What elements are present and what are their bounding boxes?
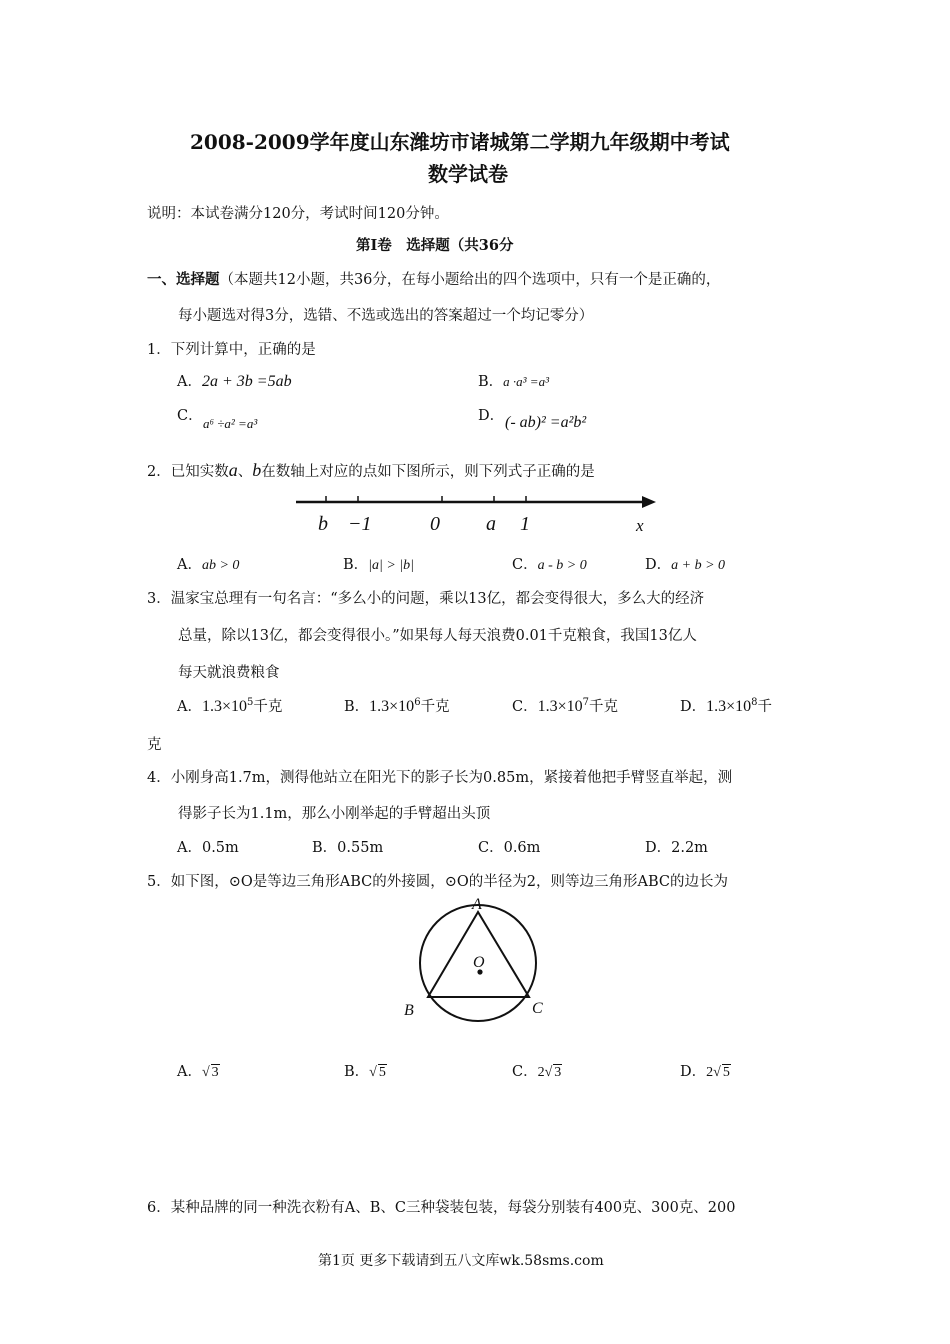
q3-b-unit: 千克 bbox=[420, 699, 450, 715]
number-line-label-one: 1 bbox=[520, 513, 530, 535]
q3-a-unit: 千克 bbox=[253, 699, 283, 715]
q5-option-c bbox=[512, 1060, 562, 1081]
q1-option-b bbox=[478, 370, 549, 391]
exam-title: 2008-2009学年度山东潍坊市诸城第二学期九年级期中考试 bbox=[190, 130, 730, 154]
q2-option-d bbox=[645, 553, 725, 574]
number-line-figure bbox=[290, 490, 670, 538]
circle-triangle-figure bbox=[398, 895, 558, 1025]
exam-note: 说明：本试卷满分120分，考试时间120分钟。 bbox=[147, 206, 449, 222]
q3-option-a bbox=[177, 695, 282, 716]
part1-desc-line1: （本题共12小题，共36分，在每小题给出的四个选项中，只有一个是正确的， bbox=[219, 272, 721, 288]
q5-option-a bbox=[177, 1060, 220, 1081]
q3-option-d bbox=[680, 695, 772, 716]
q2-stem-pre: 2．已知实数 bbox=[147, 464, 229, 480]
number-line-label-minus-one: −1 bbox=[348, 513, 372, 535]
q5-option-d bbox=[680, 1060, 731, 1081]
q3-c-num: 1.3×10 bbox=[537, 698, 583, 715]
q4-line1: 4．小刚身高1.7m，测得他站立在阳光下的影子长为0.85m，紧接着他把手臂竖直举起，测 bbox=[147, 770, 733, 786]
q5-d-coef: 2 bbox=[706, 1065, 714, 1080]
q4-option-a: A．0.5m bbox=[177, 840, 239, 856]
q3-c-label: C． bbox=[512, 699, 538, 715]
q2-option-c bbox=[512, 553, 587, 574]
number-line-label-x: x bbox=[636, 516, 644, 535]
q2-b-expr: |a| > |b| bbox=[368, 558, 414, 573]
q6-line1: 6．某种品牌的同一种洗衣粉有A、B、C三种袋装包装，每袋分别装有400克、300克、200 bbox=[147, 1200, 736, 1216]
q3-option-b bbox=[344, 695, 450, 716]
q2-d-label: D． bbox=[645, 557, 672, 573]
q5-option-b bbox=[344, 1060, 387, 1081]
section-title: 第Ⅰ卷 选择题（共36分 bbox=[356, 237, 514, 254]
q3-d-unit: 千 bbox=[757, 699, 773, 715]
part1-label: 一、选择题 bbox=[147, 271, 220, 288]
q3-d-label: D． bbox=[680, 699, 707, 715]
q3-b-num: 1.3×10 bbox=[369, 698, 415, 715]
q1-stem: 1．下列计算中，正确的是 bbox=[147, 342, 316, 358]
q2-sep: 、 bbox=[237, 464, 253, 480]
number-line-arrow bbox=[642, 496, 656, 508]
q5-b-label: B． bbox=[344, 1064, 370, 1080]
q5-stem: 5．如下图，⊙O是等边三角形ABC的外接圆，⊙O的半径为2，则等边三角形ABC的边长为 bbox=[147, 874, 729, 890]
q3-c-exp: 7 bbox=[582, 697, 590, 709]
q2-b-label: B． bbox=[343, 557, 369, 573]
q2-a-label: A． bbox=[177, 557, 202, 573]
q2-d-expr: a + b > 0 bbox=[671, 558, 726, 573]
q3-b-exp: 6 bbox=[414, 697, 421, 709]
figure-label-center-o: O bbox=[473, 954, 485, 971]
q2-stem bbox=[147, 460, 595, 481]
q4-option-c: C．0.6m bbox=[478, 840, 541, 856]
part1-desc-line2: 每小题选对得3分，选错、不选或选出的答案超过一个均记零分） bbox=[178, 308, 594, 324]
q5-d-radical: √ 5 bbox=[713, 1065, 730, 1080]
number-line-label-b: b bbox=[318, 513, 328, 535]
q4-option-b: B．0.55m bbox=[312, 840, 384, 856]
q2-stem-post: 在数轴上对应的点如下图所示，则下列式子正确的是 bbox=[261, 464, 595, 480]
q2-option-a bbox=[177, 553, 239, 574]
q3-d-num: 1.3×10 bbox=[706, 698, 752, 715]
q3-a-num: 1.3×10 bbox=[201, 698, 248, 715]
q4-option-d: D．2.2m bbox=[645, 840, 708, 856]
q5-d-label: D． bbox=[680, 1064, 707, 1080]
q5-c-radical: √ 3 bbox=[544, 1065, 562, 1080]
q5-d-radicand: 5 bbox=[722, 1065, 730, 1080]
number-line-label-zero: 0 bbox=[430, 513, 440, 535]
q3-wrap: 克 bbox=[147, 737, 162, 753]
figure-label-vertex-c: C bbox=[532, 1000, 543, 1017]
q2-c-expr: a - b > 0 bbox=[537, 558, 587, 573]
q1-c-expr: a⁶ ÷a² =a³ bbox=[203, 416, 258, 431]
q5-b-radical: √ 5 bbox=[369, 1065, 386, 1080]
q1-c-label: C． bbox=[177, 408, 203, 424]
q5-c-label: C． bbox=[512, 1064, 538, 1080]
q1-b-label: B． bbox=[478, 374, 504, 390]
number-line-label-a: a bbox=[486, 513, 496, 535]
q3-line1: 3．温家宝总理有一句名言：“多么小的问题，乘以13亿，都会变得很大，多么大的经济 bbox=[147, 591, 705, 607]
q3-line3: 每天就浪费粮食 bbox=[178, 665, 280, 681]
q5-a-radicand: 3 bbox=[211, 1065, 219, 1080]
q1-b-expr: a ·a³ =a³ bbox=[503, 374, 549, 389]
q5-c-coef: 2 bbox=[537, 1065, 545, 1080]
q3-b-label: B． bbox=[344, 699, 370, 715]
q3-a-exp: 5 bbox=[247, 697, 254, 709]
exam-subtitle: 数学试卷 bbox=[428, 162, 508, 186]
q5-b-radicand: 5 bbox=[378, 1065, 386, 1080]
part1-intro bbox=[147, 268, 720, 289]
figure-label-vertex-b: B bbox=[404, 1002, 414, 1019]
q1-d-expr: (- ab)² =a²b² bbox=[505, 414, 587, 431]
q3-d-exp: 8 bbox=[751, 697, 758, 709]
q1-d-label: D． bbox=[478, 408, 505, 424]
q3-c-unit: 千克 bbox=[589, 699, 619, 715]
q2-a-expr: ab > 0 bbox=[201, 558, 240, 573]
q3-line2: 总量，除以13亿，都会变得很小。”如果每人每天浪费0.01千克粮食，我国13亿人 bbox=[178, 628, 697, 644]
q2-option-b bbox=[343, 553, 414, 574]
q2-var-b: b bbox=[252, 460, 262, 480]
q5-a-label: A． bbox=[177, 1064, 202, 1080]
q3-a-label: A． bbox=[177, 699, 202, 715]
q4-line2: 得影子长为1.1m，那么小刚举起的手臂超出头顶 bbox=[178, 806, 491, 822]
figure-label-vertex-a: A bbox=[472, 896, 482, 913]
q1-a-label: A． bbox=[177, 374, 202, 390]
q2-var-a: a bbox=[228, 460, 238, 480]
q3-option-c bbox=[512, 695, 618, 716]
q5-a-radical: √ 3 bbox=[201, 1065, 219, 1080]
q2-c-label: C． bbox=[512, 557, 538, 573]
q5-c-radicand: 3 bbox=[554, 1065, 562, 1080]
q1-option-a bbox=[177, 370, 292, 391]
page-footer: 第1页 更多下载请到五八文库wk.58sms.com bbox=[318, 1253, 604, 1269]
q1-a-expr: 2a + 3b =5ab bbox=[201, 373, 292, 390]
